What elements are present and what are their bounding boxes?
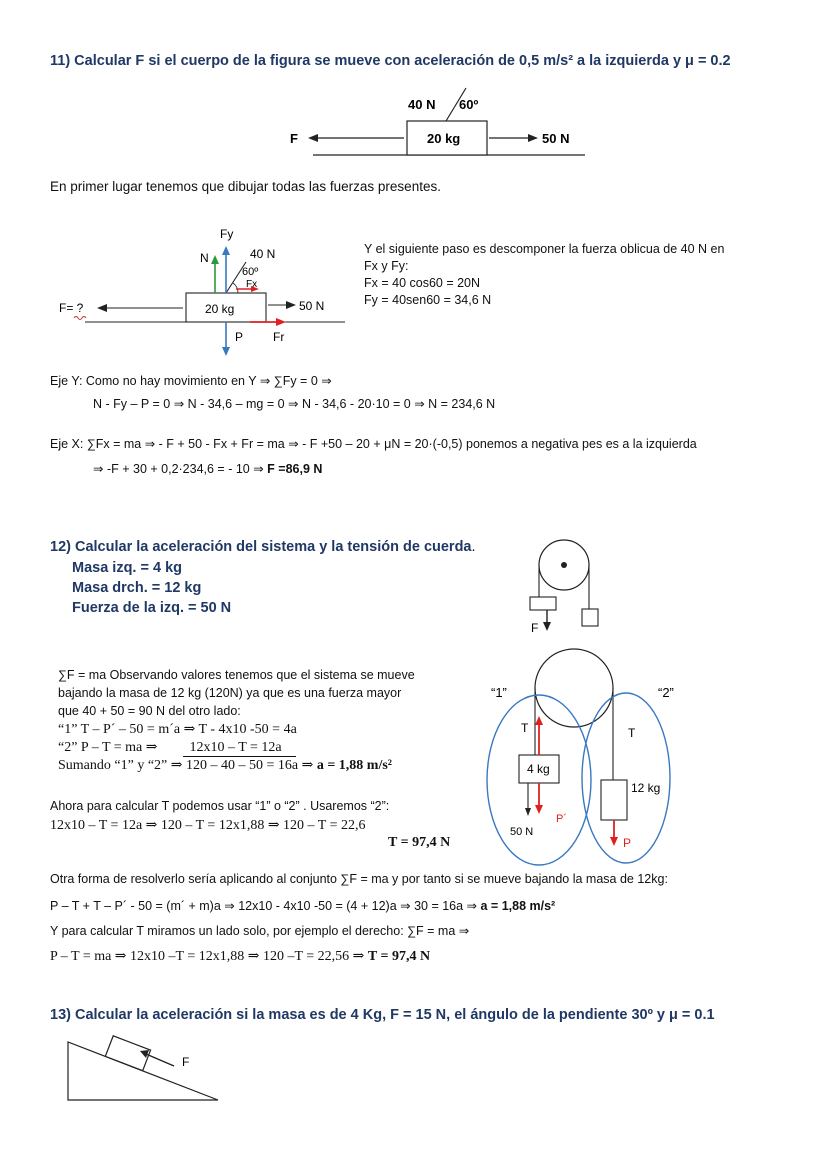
label-mass-2: 20 kg — [205, 302, 235, 316]
tension-intro: Ahora para calcular T podemos usar “1” o “2” . Usaremos “2”: — [50, 799, 390, 813]
eje-y-line-2: N - Fy – P = 0 ⇒ N - 34,6 – mg = 0 ⇒ N - 34,6 - 20·10 = 0 ⇒ N = 234,6 N — [93, 397, 496, 411]
problem-11-title: 11) Calcular F si el cuerpo de la figura se mueve con aceleración de 0,5 m/s² a la izquierda y μ = 0.2 — [50, 53, 731, 69]
label-angle-2: 60º — [242, 266, 259, 278]
eje-x-line-1: Eje X: ∑Fx = ma ⇒ - F + 50 - Fx + Fr = ma ⇒ - F +50 – 20 + μN = 20·(-0,5) ponemos a negativa pes es a la izquierda — [50, 437, 697, 451]
label-40n: 40 N — [408, 97, 436, 112]
svg-text:P´: P´ — [556, 813, 567, 825]
svg-text:P: P — [623, 836, 632, 850]
label-fx: Fx — [246, 279, 258, 290]
equation-2: “2” P – T = ma ⇒ 12x10 – T = 12a — [58, 739, 296, 757]
tension-equation: 12x10 – T = 12a ⇒ 120 – T = 12x1,88 ⇒ 120 – T = 22,6 — [50, 818, 366, 833]
alt-line-1: Otra forma de resolverlo sería aplicando al conjunto ∑F = ma y por tanto si se mueve bajando la masa de 12kg: — [50, 872, 668, 886]
label-mass: 20 kg — [427, 131, 461, 146]
intro-text: En primer lugar tenemos que dibujar todas las fuerzas presentes. — [50, 179, 441, 194]
problem-12-given: Masa izq. = 4 kg Masa drch. = 12 kg Fuerza de la izq. = 50 N — [72, 560, 232, 616]
sum-equation: Sumando “1” y “2” ⇒ 120 – 40 – 50 = 16a ⇒ a = 1,88 m/s² — [58, 758, 393, 773]
svg-text:“1”: “1” — [491, 685, 507, 700]
eje-y-line-1: Eje Y: Como no hay movimiento en Y ⇒ ∑Fy = 0 ⇒ — [50, 374, 332, 388]
svg-text:4 kg: 4 kg — [527, 762, 550, 776]
alt-line-4: P – T = ma ⇒ 12x10 –T = 12x1,88 ⇒ 120 –T = 22,56 ⇒ T = 97,4 N — [50, 949, 431, 964]
result-f: F =86,9 N — [267, 462, 323, 476]
label-fr: Fr — [273, 330, 285, 344]
label-50n-2: 50 N — [299, 299, 325, 313]
decomposition-text: Y el siguiente paso es descomponer la fuerza oblicua de 40 N en Fx y Fy: Fx = 40 cos60 = 20N Fy = 40sen60 = 34,6 N — [364, 242, 725, 307]
alt-result-t: T = 97,4 N — [367, 949, 431, 964]
result-a: a = 1,88 m/s² — [316, 758, 393, 773]
alt-line-2: P – T + T – P´ - 50 = (m´ + m)a ⇒ 12x10 - 4x10 -50 = (4 + 12)a ⇒ 30 = 16a ⇒ a = 1,88 m/s² — [50, 899, 556, 913]
alt-result-a: a = 1,88 m/s² — [480, 899, 556, 913]
label-fy: Fy — [220, 227, 234, 241]
label-p: P — [235, 330, 244, 344]
svg-text:12 kg: 12 kg — [631, 781, 661, 795]
problem-13-title: 13) Calcular la aceleración si la masa es de 4 Kg, F = 15 N, el ángulo de la pendiente 30º y μ = 0.1 — [50, 1007, 715, 1023]
svg-text:F: F — [182, 1055, 190, 1069]
label-50n: 50 N — [542, 131, 570, 146]
svg-text:T: T — [521, 721, 529, 735]
svg-text:“2”: “2” — [658, 685, 674, 700]
equation-1: “1” T – P´ – 50 = m´a ⇒ T - 4x10 -50 = 4a — [58, 722, 297, 737]
svg-text:F: F — [531, 621, 539, 635]
svg-text:50 N: 50 N — [510, 826, 534, 838]
alt-line-3: Y para calcular T miramos un lado solo, por ejemplo el derecho: ∑F = ma ⇒ — [50, 924, 470, 938]
label-angle: 60º — [459, 97, 479, 112]
svg-text:T: T — [628, 726, 636, 740]
problem-12-title: 12) Calcular la aceleración del sistema y la tensión de cuerda. — [50, 539, 476, 555]
result-t: T = 97,4 N — [388, 835, 451, 850]
label-40n-2: 40 N — [250, 247, 276, 261]
problem-12-explanation: ∑F = ma Observando valores tenemos que el sistema se mueve bajando la masa de 12 kg (120N) ya que es una fuerza mayor que 40 + 50 = 90 N del otro lado: — [58, 668, 415, 718]
label-f: F — [290, 131, 298, 146]
label-f-unknown: F= ? — [59, 301, 84, 315]
eje-x-line-2: ⇒ -F + 30 + 0,2·234,6 = - 10 ⇒ F =86,9 N — [93, 462, 323, 476]
label-n: N — [200, 251, 209, 265]
